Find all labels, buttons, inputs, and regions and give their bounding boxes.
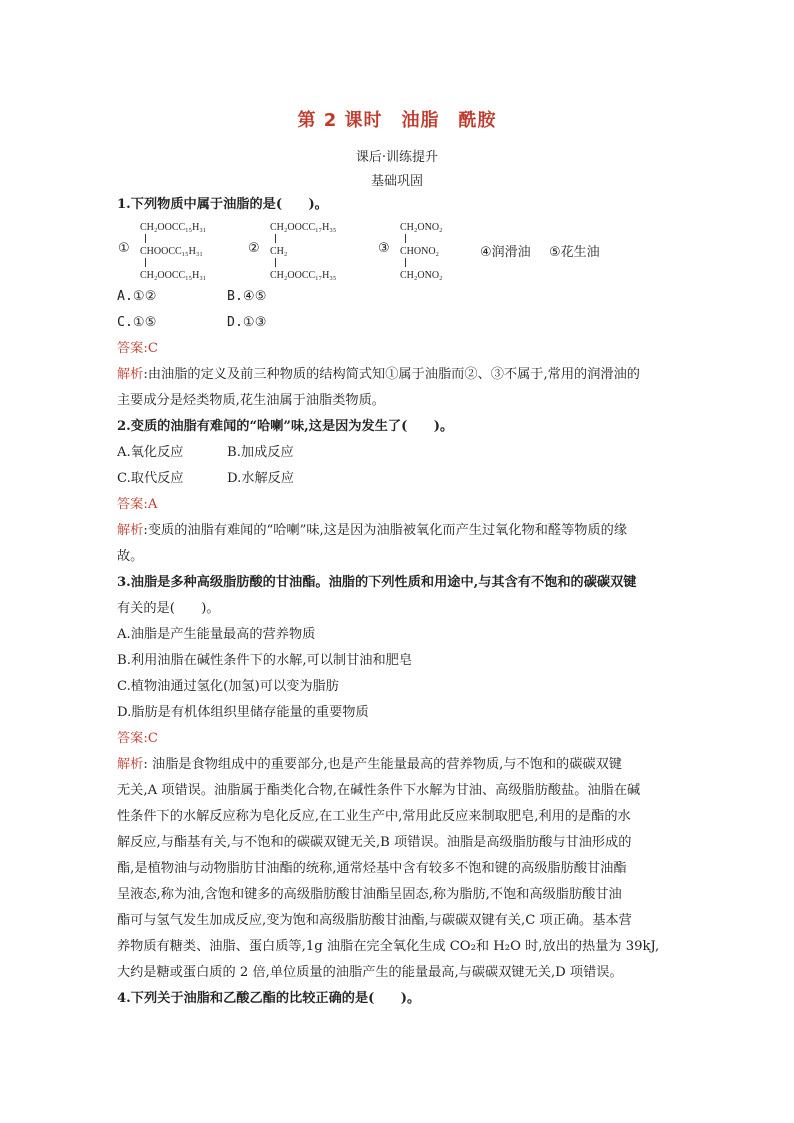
q3-option-b: B.利用油脂在碱性条件下的水解,可以制甘油和肥皂 — [117, 653, 413, 668]
q3-option-c: C.植物油通过氢化(加氢)可以变为脂肪 — [117, 679, 339, 694]
explanation-label: 解析 — [117, 757, 144, 772]
bond-line — [405, 258, 406, 267]
molecule-2-top: CH₂OOCC₁₇H₃₅ — [270, 222, 337, 233]
q2-explanation-line — [117, 522, 627, 540]
option-1-label: ① — [118, 241, 130, 256]
q3-explanation-line: 性条件下的水解反应称为皂化反应,在工业生产中,常用此反应来制取肥皂,利用的是酯的水 — [117, 809, 631, 824]
q2-answer: 答案:A — [117, 497, 158, 512]
q3-explanation-line: 解反应,与酯基有关,与不饱和的碳碳双键无关,B 项错误。油脂是高级脂肪酸与甘油形成的 — [117, 835, 632, 850]
q1-explanation-line-2: 主要成分是烃类物质,花生油属于油脂类物质。 — [117, 393, 385, 408]
bond-line — [275, 234, 276, 243]
q1-explanation-text: :由油脂的定义及前三种物质的结构简式知①属于油脂而②、③不属于,常用的润滑油的 — [143, 367, 640, 382]
q3-option-a: A.油脂是产生能量最高的营养物质 — [117, 627, 316, 642]
q3-option-d: D.脂肪是有机体组织里储存能量的重要物质 — [117, 705, 369, 720]
molecule-3-bot: CH₂ONO₂ — [400, 270, 443, 281]
subsection-heading: 基础巩固 — [370, 174, 423, 189]
question-3-stem: 3.油脂是多种高级脂肪酸的甘油酯。油脂的下列性质和用途中,与其含有不饱和的碳碳双键 — [117, 575, 637, 590]
section-heading: 课后·训练提升 — [355, 150, 439, 165]
molecule-2-mid: CH₂ — [270, 246, 288, 257]
q3-explanation-line: 养物质有糖类、油脂、蛋白质等,1g 油脂在完全氧化生成 CO₂和 H₂O 时,放出的热量为 39kJ, — [117, 939, 660, 954]
q2-explanation-line-2: 故。 — [117, 549, 144, 564]
q2-option-d: D.水解反应 — [227, 471, 295, 486]
q1-option-b: B.④⑤ — [227, 289, 267, 304]
molecule-2-bot: CH₂OOCC₁₇H₃₅ — [270, 270, 337, 281]
molecule-1-bot: CH₂OOCC₁₅H₃₁ — [140, 270, 207, 281]
explanation-label: 解析 — [117, 523, 144, 538]
page-title: 第 2 课时 油脂 酰胺 — [297, 110, 497, 131]
option-5-label: ⑤花生油 — [549, 245, 600, 260]
q1-option-d: D.①③ — [227, 315, 267, 330]
q2-option-a: A.氧化反应 — [117, 445, 184, 460]
bond-line — [145, 234, 146, 243]
q3-explanation-line: 酯,是植物油与动物脂肪甘油酯的统称,通常烃基中含有较多不饱和键的高级脂肪酸甘油酯 — [117, 861, 627, 876]
option-3-label: ③ — [378, 241, 390, 256]
question-1-stem: 1.下列物质中属于油脂的是( )。 — [117, 197, 328, 212]
q3-explanation-line — [117, 756, 622, 774]
molecule-1-mid: CHOOCC₁₅H₃₁ — [140, 246, 203, 257]
bond-line — [405, 234, 406, 243]
q1-answer: 答案:C — [117, 341, 158, 356]
q3-explanation-text: : 油脂是食物组成中的重要部分,也是产生能量最高的营养物质,与不饱和的碳碳双键 — [143, 757, 622, 772]
option-4-label: ④润滑油 — [480, 245, 531, 260]
molecule-1-top: CH₂OOCC₁₅H₃₁ — [140, 222, 207, 233]
molecule-3-mid: CHONO₂ — [400, 246, 440, 257]
q3-explanation-line: 大约是糖或蛋白质的 2 倍,单位质量的油脂产生的能量最高,与碳碳双键无关,D 项错误。 — [117, 965, 623, 980]
question-4-stem: 4.下列关于油脂和乙酸乙酯的比较正确的是( )。 — [117, 991, 421, 1006]
molecule-3-top: CH₂ONO₂ — [400, 222, 443, 233]
q2-option-b: B.加成反应 — [227, 445, 294, 460]
q2-explanation-text: :变质的油脂有难闻的“哈喇”味,这是因为油脂被氧化而产生过氧化物和醛等物质的缘 — [143, 523, 628, 538]
option-2-label: ② — [248, 241, 260, 256]
q3-explanation-line: 无关,A 项错误。油脂属于酯类化合物,在碱性条件下水解为甘油、高级脂肪酸盐。油脂在碱 — [117, 783, 641, 798]
q3-explanation-line: 酯可与氢气发生加成反应,变为饱和高级脂肪酸甘油酯,与碳碳双键有关,C 项正确。基本营 — [117, 913, 632, 928]
q1-option-a: A.①② — [117, 289, 157, 304]
q1-explanation-line — [117, 366, 640, 384]
question-2-stem: 2.变质的油脂有难闻的“哈喇”味,这是因为发生了( )。 — [117, 419, 454, 434]
q3-explanation-line: 呈液态,称为油,含饱和键多的高级脂肪酸甘油酯呈固态,称为脂肪,不饱和高级脂肪酸甘油 — [117, 887, 622, 902]
q1-option-c: C.①⑤ — [117, 315, 157, 330]
bond-line — [145, 258, 146, 267]
q3-answer: 答案:C — [117, 731, 158, 746]
question-3-stem-2: 有关的是( )。 — [117, 601, 220, 616]
bond-line — [275, 258, 276, 267]
explanation-label: 解析 — [117, 367, 144, 382]
q2-option-c: C.取代反应 — [117, 471, 184, 486]
